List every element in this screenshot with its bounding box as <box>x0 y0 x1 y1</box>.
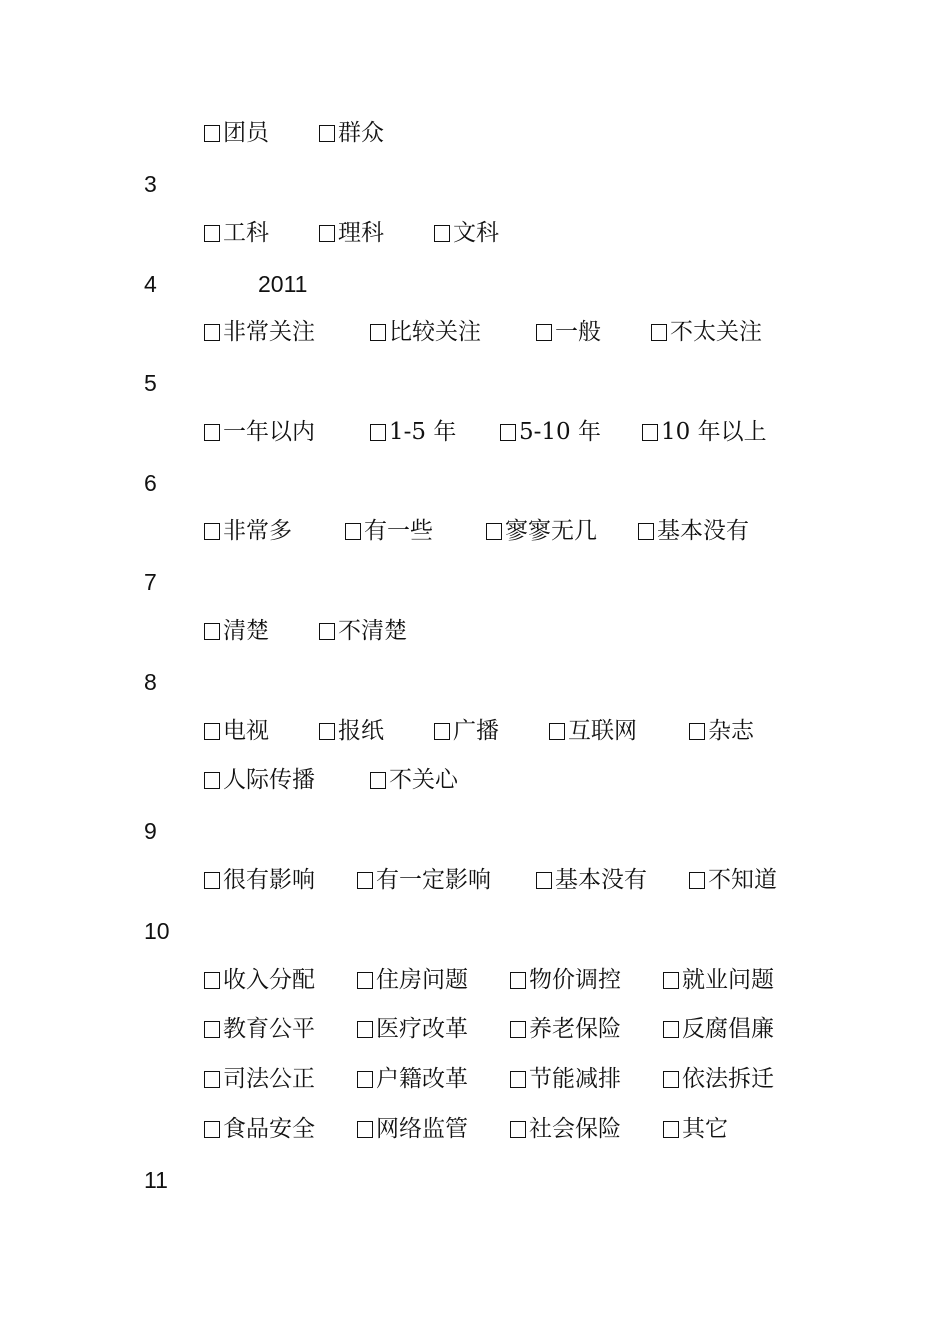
option-checkbox[interactable] <box>434 219 499 247</box>
option-label: 不清楚 <box>338 618 407 644</box>
checkbox-icon[interactable] <box>204 972 220 989</box>
checkbox-icon[interactable] <box>663 1121 679 1138</box>
checkbox-icon[interactable] <box>204 125 220 142</box>
question-number: 6 <box>144 470 157 496</box>
option-label: 5-10 年 <box>519 419 601 445</box>
checkbox-icon[interactable] <box>434 723 450 740</box>
option-checkbox[interactable] <box>357 966 468 994</box>
checkbox-icon[interactable] <box>204 324 220 341</box>
option-checkbox[interactable] <box>204 517 292 545</box>
option-label: 物价调控 <box>529 967 621 993</box>
option-label: 网络监管 <box>376 1116 468 1142</box>
option-checkbox[interactable] <box>204 318 315 346</box>
option-checkbox[interactable] <box>510 1115 621 1143</box>
option-label: 人际传播 <box>223 767 315 793</box>
option-checkbox[interactable] <box>345 517 433 545</box>
option-checkbox[interactable] <box>204 418 315 446</box>
option-checkbox[interactable] <box>204 617 269 645</box>
checkbox-icon[interactable] <box>689 723 705 740</box>
checkbox-icon[interactable] <box>357 1071 373 1088</box>
checkbox-icon[interactable] <box>319 225 335 242</box>
checkbox-icon[interactable] <box>319 125 335 142</box>
checkbox-icon[interactable] <box>370 324 386 341</box>
question-number: 9 <box>144 818 157 844</box>
checkbox-icon[interactable] <box>204 424 220 441</box>
option-label: 住房问题 <box>376 967 468 993</box>
option-checkbox[interactable] <box>486 517 597 545</box>
option-label: 就业问题 <box>682 967 774 993</box>
option-label: 户籍改革 <box>376 1066 468 1092</box>
checkbox-icon[interactable] <box>204 1071 220 1088</box>
checkbox-icon[interactable] <box>357 972 373 989</box>
option-checkbox[interactable] <box>319 717 384 745</box>
option-label: 不太关注 <box>670 319 762 345</box>
option-label: 清楚 <box>223 618 269 644</box>
checkbox-icon[interactable] <box>549 723 565 740</box>
option-checkbox[interactable] <box>663 966 774 994</box>
option-checkbox[interactable] <box>357 866 491 894</box>
checkbox-icon[interactable] <box>434 225 450 242</box>
option-checkbox[interactable] <box>357 1065 468 1093</box>
option-label: 很有影响 <box>223 867 315 893</box>
option-label: 报纸 <box>338 718 384 744</box>
checkbox-icon[interactable] <box>357 1021 373 1038</box>
checkbox-icon[interactable] <box>319 623 335 640</box>
question-number: 4 <box>144 271 157 297</box>
option-checkbox[interactable] <box>689 717 754 745</box>
option-checkbox[interactable] <box>204 1015 315 1043</box>
option-label: 医疗改革 <box>376 1016 468 1042</box>
option-checkbox[interactable] <box>370 418 456 446</box>
option-checkbox[interactable] <box>357 1015 468 1043</box>
checkbox-icon[interactable] <box>370 424 386 441</box>
checkbox-icon[interactable] <box>642 424 658 441</box>
checkbox-icon[interactable] <box>204 1021 220 1038</box>
option-label: 非常多 <box>223 518 292 544</box>
question-number: 11 <box>144 1167 168 1193</box>
checkbox-icon[interactable] <box>204 225 220 242</box>
option-checkbox[interactable] <box>319 617 407 645</box>
option-checkbox[interactable] <box>549 717 637 745</box>
checkbox-icon[interactable] <box>204 723 220 740</box>
option-checkbox[interactable] <box>204 766 315 794</box>
option-checkbox[interactable] <box>663 1015 774 1043</box>
option-checkbox[interactable] <box>370 766 458 794</box>
checkbox-icon[interactable] <box>486 523 502 540</box>
option-label: 依法拆迁 <box>682 1066 774 1092</box>
option-label: 团员 <box>223 120 269 146</box>
checkbox-icon[interactable] <box>510 1071 526 1088</box>
checkbox-icon[interactable] <box>689 872 705 889</box>
option-checkbox[interactable] <box>204 717 269 745</box>
option-label: 有一定影响 <box>376 867 491 893</box>
option-label: 养老保险 <box>529 1016 621 1042</box>
option-label: 有一些 <box>364 518 433 544</box>
checkbox-icon[interactable] <box>357 872 373 889</box>
option-checkbox[interactable] <box>689 866 777 894</box>
question-year: 2011 <box>258 271 308 297</box>
option-checkbox[interactable] <box>651 318 762 346</box>
checkbox-icon[interactable] <box>510 1021 526 1038</box>
option-checkbox[interactable] <box>370 318 481 346</box>
option-checkbox[interactable] <box>536 866 647 894</box>
question-number: 7 <box>144 569 157 595</box>
question-number: 8 <box>144 669 157 695</box>
checkbox-icon[interactable] <box>319 723 335 740</box>
option-checkbox[interactable] <box>434 717 499 745</box>
checkbox-icon[interactable] <box>204 523 220 540</box>
option-label: 教育公平 <box>223 1016 315 1042</box>
option-label: 群众 <box>338 120 384 146</box>
checkbox-icon[interactable] <box>204 1121 220 1138</box>
option-checkbox[interactable] <box>663 1065 774 1093</box>
option-checkbox[interactable] <box>536 318 601 346</box>
option-checkbox[interactable] <box>638 517 749 545</box>
checkbox-icon[interactable] <box>204 872 220 889</box>
option-label: 基本没有 <box>657 518 749 544</box>
question-number: 10 <box>144 918 170 944</box>
option-label: 其它 <box>682 1116 728 1142</box>
option-label: 10 年以上 <box>661 419 767 445</box>
checkbox-icon[interactable] <box>204 623 220 640</box>
option-label: 不关心 <box>389 767 458 793</box>
option-label: 非常关注 <box>223 319 315 345</box>
option-checkbox[interactable] <box>204 1065 315 1093</box>
checkbox-icon[interactable] <box>663 972 679 989</box>
option-label: 杂志 <box>708 718 754 744</box>
option-checkbox[interactable] <box>204 1115 315 1143</box>
option-label: 工科 <box>223 220 269 246</box>
option-checkbox[interactable] <box>204 219 269 247</box>
option-label: 收入分配 <box>223 967 315 993</box>
option-checkbox[interactable] <box>357 1115 468 1143</box>
checkbox-icon[interactable] <box>357 1121 373 1138</box>
option-label: 电视 <box>223 718 269 744</box>
option-checkbox[interactable] <box>319 219 384 247</box>
option-label: 司法公正 <box>223 1066 315 1092</box>
option-label: 不知道 <box>708 867 777 893</box>
option-checkbox[interactable] <box>663 1115 728 1143</box>
option-checkbox[interactable] <box>204 119 269 147</box>
option-label: 理科 <box>338 220 384 246</box>
option-checkbox[interactable] <box>510 966 621 994</box>
checkbox-icon[interactable] <box>345 523 361 540</box>
option-label: 寥寥无几 <box>505 518 597 544</box>
question-number: 3 <box>144 171 157 197</box>
option-label: 一年以内 <box>223 419 315 445</box>
option-checkbox[interactable] <box>510 1065 621 1093</box>
option-label: 广播 <box>453 718 499 744</box>
option-checkbox[interactable] <box>510 1015 621 1043</box>
option-checkbox[interactable] <box>500 418 601 446</box>
option-label: 节能减排 <box>529 1066 621 1092</box>
option-label: 食品安全 <box>223 1116 315 1142</box>
option-checkbox[interactable] <box>204 966 315 994</box>
option-checkbox[interactable] <box>204 866 315 894</box>
option-checkbox[interactable] <box>642 418 767 446</box>
checkbox-icon[interactable] <box>536 872 552 889</box>
checkbox-icon[interactable] <box>663 1021 679 1038</box>
checkbox-icon[interactable] <box>536 324 552 341</box>
checkbox-icon[interactable] <box>638 523 654 540</box>
checkbox-icon[interactable] <box>370 772 386 789</box>
option-label: 社会保险 <box>529 1116 621 1142</box>
option-checkbox[interactable] <box>319 119 384 147</box>
option-label: 一般 <box>555 319 601 345</box>
checkbox-icon[interactable] <box>663 1071 679 1088</box>
question-number: 5 <box>144 370 157 396</box>
option-label: 比较关注 <box>389 319 481 345</box>
option-label: 文科 <box>453 220 499 246</box>
option-label: 1-5 年 <box>389 419 457 445</box>
option-label: 反腐倡廉 <box>682 1016 774 1042</box>
checkbox-icon[interactable] <box>510 972 526 989</box>
checkbox-icon[interactable] <box>651 324 667 341</box>
option-label: 互联网 <box>568 718 637 744</box>
checkbox-icon[interactable] <box>204 772 220 789</box>
option-label: 基本没有 <box>555 867 647 893</box>
checkbox-icon[interactable] <box>510 1121 526 1138</box>
checkbox-icon[interactable] <box>500 424 516 441</box>
